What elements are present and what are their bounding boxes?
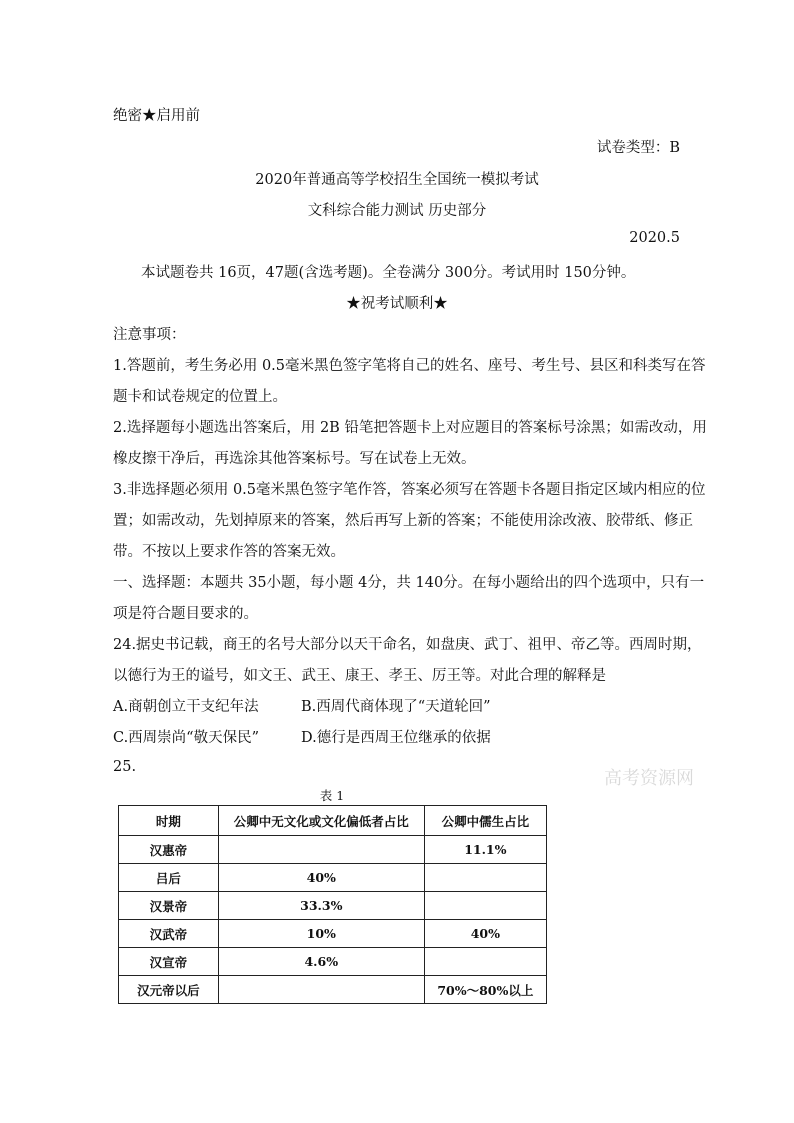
secret-label: 绝密★启用前 — [113, 108, 200, 124]
q24-stem-line: 以德行为王的谥号，如文王、武王、康王、孝王、厉王等。对此合理的解释是 — [113, 668, 606, 684]
notes-line: 1.答题前，考生务必用 0.5毫米黑色签字笔将自己的姓名、座号、考生号、县区和科类写在答 — [113, 358, 706, 374]
table-cell: 汉元帝以后 — [119, 976, 219, 1004]
q25-number: 25. — [113, 759, 137, 775]
table-cell: 10% — [218, 920, 424, 948]
table-row — [119, 864, 547, 892]
q24-option-a: A.商朝创立干支纪年法 — [113, 699, 259, 715]
q24-option-b: B.西周代商体现了“天道轮回” — [301, 699, 491, 715]
table-cell — [424, 948, 546, 976]
section-line: 一、选择题：本题共 35小题，每小题 4分，共 140分。在每小题给出的四个选项中，只有一 — [113, 575, 705, 591]
q24-option-c: C.西周崇尚“敬天保民” — [113, 730, 260, 746]
section-line: 项是符合题目要求的。 — [113, 606, 258, 622]
notes-line: 置；如需改动，先划掉原来的答案，然后再写上新的答案；不能使用涂改液、胶带纸、修正 — [113, 513, 693, 529]
notes-heading: 注意事项： — [113, 327, 186, 343]
table-header-cell: 时期 — [119, 806, 219, 836]
table-cell: 11.1% — [424, 836, 546, 864]
table-header-cell: 公卿中儒生占比 — [424, 806, 546, 836]
table-cell: 汉武帝 — [119, 920, 219, 948]
table-header-cell: 公卿中无文化或文化偏低者占比 — [218, 806, 424, 836]
table-cell: 70%～80%以上 — [424, 976, 546, 1004]
exam-title: 2020年普通高等学校招生全国统一模拟考试 — [255, 172, 539, 188]
table-cell: 40% — [218, 864, 424, 892]
table-cell: 吕后 — [119, 864, 219, 892]
table-caption: 表 1 — [319, 788, 345, 803]
notes-line: 题卡和试卷规定的位置上。 — [113, 389, 287, 405]
table-row — [119, 948, 547, 976]
table-cell — [424, 864, 546, 892]
table-cell — [218, 836, 424, 864]
table-cell: 33.3% — [218, 892, 424, 920]
q24-option-d: D.德行是西周王位继承的依据 — [301, 730, 491, 746]
watermark: 高考资源网 — [604, 768, 694, 789]
notes-line: 橡皮擦干净后，再选涂其他答案标号。写在试卷上无效。 — [113, 451, 476, 467]
notes-line: 3.非选择题必须用 0.5毫米黑色签字笔作答，答案必须写在答题卡各题目指定区域内相应的位 — [113, 482, 706, 498]
data-table — [118, 805, 547, 1004]
table-cell: 汉惠帝 — [119, 836, 219, 864]
table-row — [119, 920, 547, 948]
subject-title: 文科综合能力测试 历史部分 — [307, 203, 487, 219]
table-cell: 40% — [424, 920, 546, 948]
notes-line: 带。不按以上要求作答的答案无效。 — [113, 544, 345, 560]
table-row — [119, 976, 547, 1004]
table-header-row — [119, 806, 547, 836]
blessing: ★祝考试顺利★ — [346, 296, 448, 312]
q24-stem-line: 24.据史书记载，商王的名号大部分以天干命名，如盘庚、武丁、祖甲、帝乙等。西周时期， — [113, 637, 702, 653]
table-cell — [218, 976, 424, 1004]
table-cell: 4.6% — [218, 948, 424, 976]
table-cell: 汉景帝 — [119, 892, 219, 920]
exam-date: 2020.5 — [629, 230, 680, 246]
table-cell: 汉宣帝 — [119, 948, 219, 976]
paper-type: 试卷类型：B — [596, 140, 680, 156]
intro-text: 本试题卷共 16页，47题(含选考题)。全卷满分 300分。考试用时 150分钟。 — [141, 265, 636, 281]
table-cell — [424, 892, 546, 920]
table-row — [119, 892, 547, 920]
notes-line: 2.选择题每小题选出答案后，用 2B 铅笔把答题卡上对应题目的答案标号涂黑；如需改动，用 — [113, 420, 707, 436]
table-row — [119, 836, 547, 864]
